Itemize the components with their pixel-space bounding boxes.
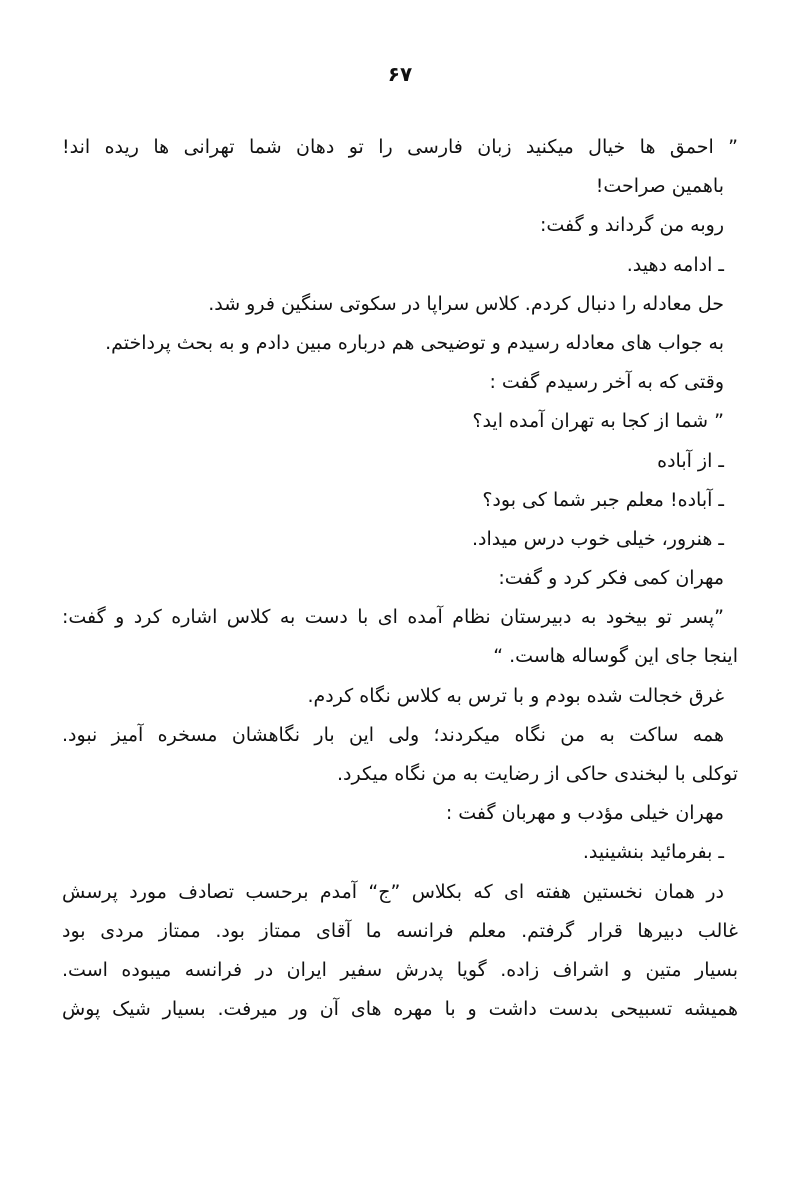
text-line: مهران خیلی مؤدب و مهربان گفت : <box>445 802 724 825</box>
text-line: ـ بفرمائید بنشینید. <box>582 841 724 864</box>
text-line: غرق خجالت شده بودم و با ترس به کلاس نگاه کردم. <box>307 684 724 707</box>
text-line: همیشه تسبیحی بدست داشت و با مهره های آن ور میرفت. بسیار شیک پوش <box>62 998 738 1021</box>
text-line: حل معادله را دنبال کردم. کلاس سراپا در سکوتی سنگین فرو شد. <box>208 292 724 315</box>
text-line: توکلی با لبخندی حاکی از رضایت به من نگاه میکرد. <box>336 763 738 785</box>
text-line: ـ آباده! معلم جبر شما کی بود؟ <box>482 488 724 511</box>
text-line: ”پسر تو بیخود به دبیرستان نظام آمده ای با دست به کلاس اشاره کرد و گفت: <box>62 606 724 629</box>
text-line: باهمین صراحت! <box>595 175 724 198</box>
text-line: اینجا جای این گوساله هاست. “ <box>493 645 738 668</box>
text-line: ـ هنرور، خیلی خوب درس میداد. <box>471 527 724 550</box>
text-line: بسیار متین و اشراف زاده. گویا پدرش سفیر ایران در فرانسه میبوده است. <box>62 958 738 981</box>
text-line: وقتی که به آخر رسیدم گفت : <box>489 371 724 394</box>
text-line: ” شما از کجا به تهران آمده اید؟ <box>472 410 724 433</box>
text-line: به جواب های معادله رسیدم و توضیحی هم درباره مبین دادم و به بحث پرداختم. <box>105 331 724 354</box>
text-line: ـ ادامه دهید. <box>626 253 724 276</box>
text-line: ـ از آباده <box>657 449 724 472</box>
text-line: مهران کمی فکر کرد و گفت: <box>498 567 724 590</box>
text-line: همه ساکت به من نگاه میکردند؛ ولی این بار نگاهشان مسخره آمیز نبود. <box>62 723 724 746</box>
text-line: روبه من گرداند و گفت: <box>539 214 724 237</box>
text-line: غالب دبیرها قرار گرفتم. معلم فرانسه ما آقای ممتاز بود. ممتاز مردی بود <box>62 919 738 942</box>
body-text <box>62 128 738 1029</box>
text-line: در همان نخستین هفته ای که بکلاس ”ج“ آمدم برحسب تصادف مورد پرسش <box>62 880 724 903</box>
page-number: ۶۷ <box>387 62 413 86</box>
text-line: ” احمق ها خیال میکنید زبان فارسی را تو دهان شما تهرانی ها ریده اند! <box>62 136 738 158</box>
